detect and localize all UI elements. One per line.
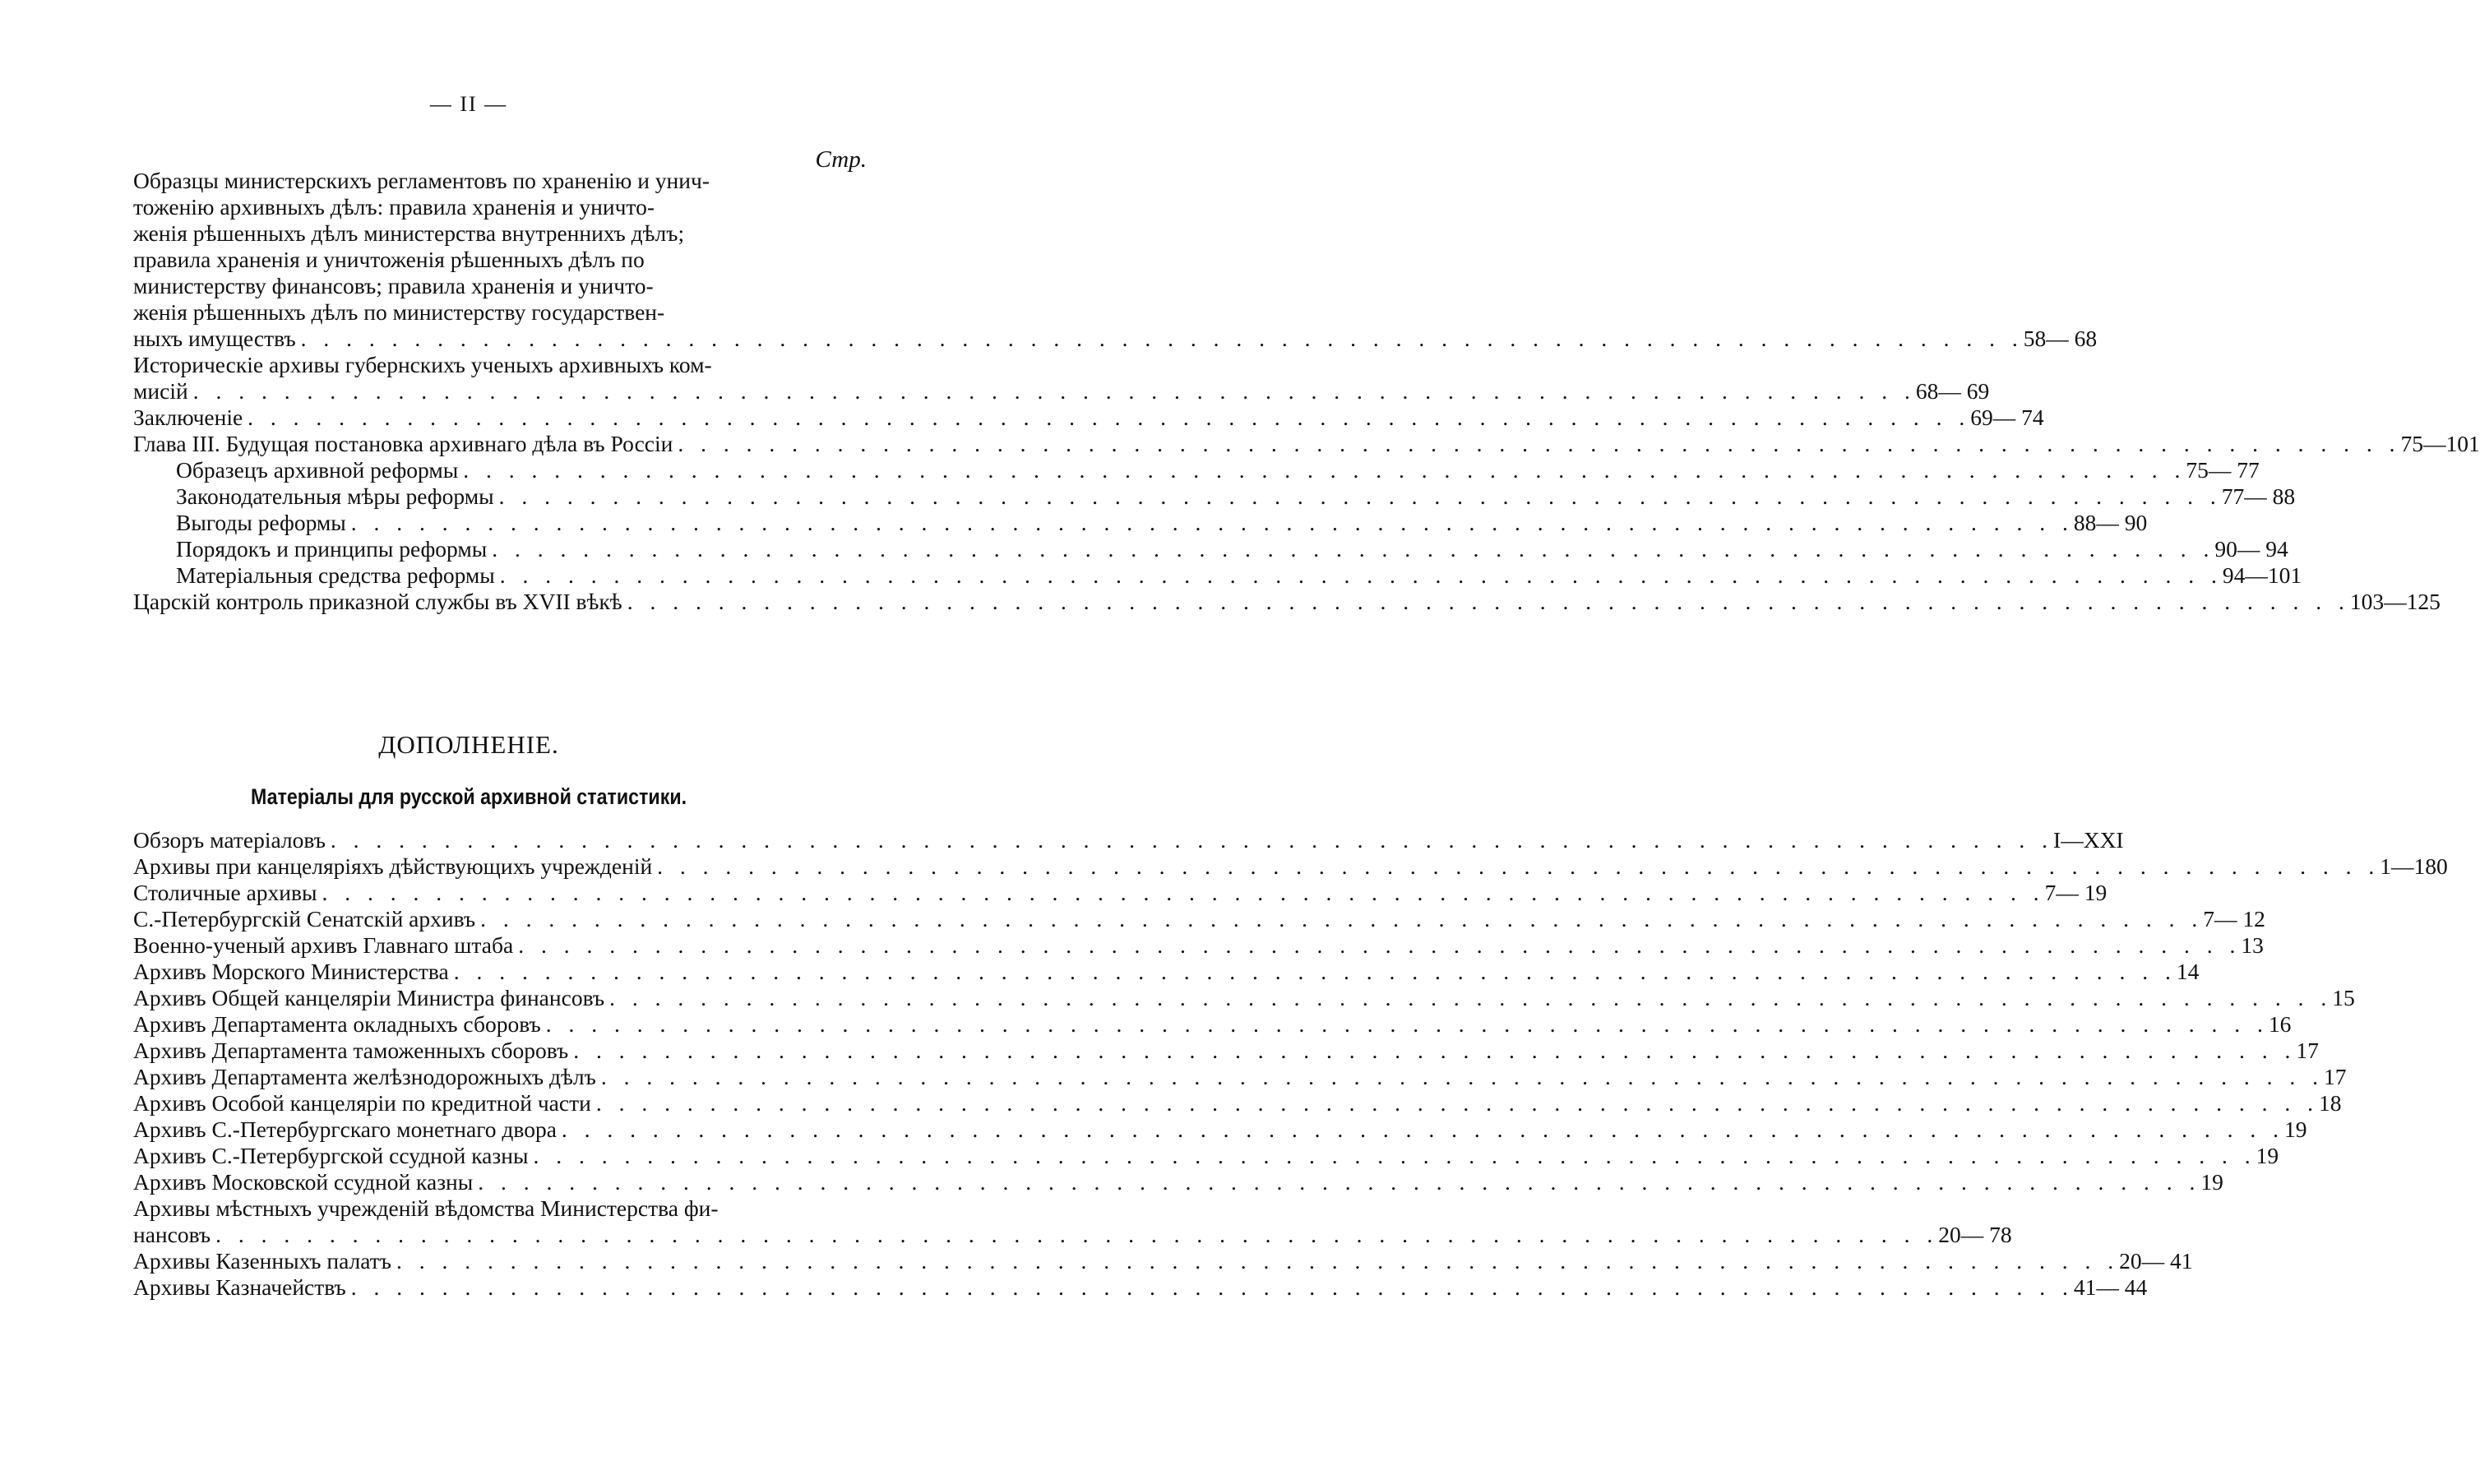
- toc-entry-title: Матеріальныя средства реформы: [176, 562, 495, 588]
- toc-entry-pages: 16: [2268, 1011, 2292, 1037]
- toc-entry-title: Законодательныя мѣры реформы: [176, 483, 494, 509]
- toc-entry-pages: 7— 12: [2203, 906, 2265, 932]
- toc-entry-line: Образцы министерскихъ регламентовъ по храненію и унич-: [133, 168, 710, 193]
- toc-entry-title: Столичные архивы: [133, 880, 317, 905]
- dot-leader: [546, 1011, 2269, 1038]
- supplement-title: ДОПОЛНЕНІЕ.: [378, 730, 559, 759]
- toc-entry: [133, 906, 2265, 932]
- toc-entry-title: Архивъ Морского Министерства: [133, 959, 449, 984]
- toc-entry-pages: 69— 74: [1970, 405, 2044, 430]
- toc-main: [133, 168, 2480, 615]
- toc-entry: [133, 352, 1990, 405]
- toc-entry-title: Выгоды реформы: [176, 510, 346, 535]
- toc-entry-title: Царскій контроль приказной службы въ XVII вѣкѣ: [133, 589, 622, 614]
- dot-leader: [657, 853, 2380, 880]
- toc-entry: [133, 405, 2044, 431]
- toc-entry-pages: 15: [2332, 985, 2355, 1010]
- toc-entry-pages: 75— 77: [2186, 457, 2260, 483]
- page-column-label: Стр.: [815, 146, 867, 173]
- toc-entry: [133, 932, 2264, 959]
- toc-entry-pages: 75—101: [2400, 431, 2480, 456]
- toc-entry: [133, 1195, 2012, 1248]
- toc-entry: [133, 1038, 2319, 1064]
- toc-entry-line: женія рѣшенныхъ дѣлъ министерства внутреннихъ дѣлъ;: [133, 220, 685, 246]
- dot-leader: [573, 1038, 2296, 1064]
- toc-entry: [133, 1064, 2347, 1090]
- dot-leader: [331, 827, 2053, 853]
- toc-entry-pages: 90— 94: [2214, 536, 2288, 562]
- toc-entry: [133, 1116, 2307, 1143]
- toc-entry-title: Архивъ Департамента окладныхъ сборовъ: [133, 1011, 541, 1037]
- dot-leader: [601, 1064, 2324, 1090]
- toc-entry: [133, 510, 2148, 536]
- toc-entry: [133, 431, 2480, 457]
- dot-leader: [609, 985, 2332, 1011]
- toc-entry-title: Порядокъ и принципы реформы: [176, 536, 488, 562]
- dot-leader: [499, 483, 2222, 510]
- toc-entry-pages: I—XXI: [2053, 827, 2124, 853]
- toc-entry: [133, 827, 2124, 853]
- toc-entry-pages: 14: [2176, 959, 2200, 984]
- dot-leader: [351, 1274, 2074, 1301]
- toc-entry-pages: 19: [2256, 1143, 2279, 1168]
- toc-entry-pages: 18: [2318, 1090, 2342, 1116]
- toc-entry-title: мисій: [133, 378, 188, 404]
- toc-entry: [133, 985, 2355, 1011]
- dot-leader: [248, 405, 1970, 431]
- toc-entry-pages: 13: [2241, 932, 2264, 958]
- toc-entry: [133, 1090, 2342, 1116]
- toc-entry-title: С.-Петербургскій Сенатскій архивъ: [133, 906, 476, 932]
- toc-entry-pages: 103—125: [2349, 589, 2441, 614]
- toc-entry-pages: 20— 41: [2119, 1248, 2193, 1274]
- toc-entry-title: Военно-ученый архивъ Главнаго штаба: [133, 932, 514, 958]
- toc-entry: [133, 1169, 2223, 1195]
- toc-entry-pages: 41— 44: [2073, 1274, 2148, 1300]
- toc-entry-title: Заключеніе: [133, 405, 243, 430]
- dot-leader: [301, 326, 2024, 352]
- dot-leader: [492, 536, 2214, 562]
- toc-entry-pages: 88— 90: [2073, 510, 2148, 535]
- toc-entry-title: Архивы при канцеляріяхъ дѣйствующихъ учрежденій: [133, 853, 653, 879]
- dot-leader: [193, 378, 1916, 405]
- dot-leader: [627, 589, 2350, 615]
- toc-entry: [133, 880, 2108, 906]
- toc-entry: [133, 1143, 2279, 1169]
- toc-entry: [133, 168, 2098, 352]
- toc-entry: [133, 457, 2260, 483]
- page-number: — II —: [429, 92, 508, 116]
- toc-entry-pages: 1—180: [2380, 853, 2448, 879]
- toc-entry-line: женія рѣшенныхъ дѣлъ по министерству государствен-: [133, 299, 665, 325]
- toc-entry-title: Архивъ Департамента желѣзнодорожныхъ дѣлъ: [133, 1064, 596, 1089]
- toc-entry-pages: 77— 88: [2221, 483, 2296, 509]
- toc-entry-pages: 68— 69: [1915, 378, 1990, 404]
- toc-entry: [133, 1011, 2292, 1038]
- toc-entry-line: тоженію архивныхъ дѣлъ: правила храненія и уничто-: [133, 194, 655, 220]
- toc-entry-title: Архивъ С.-Петербургскаго монетнаго двора: [133, 1116, 557, 1142]
- toc-entry-title: нансовъ: [133, 1222, 211, 1247]
- toc-entry-title: Архивы Казначействъ: [133, 1274, 346, 1300]
- toc-entry: [133, 1274, 2148, 1301]
- toc-entry-pages: 58— 68: [2023, 326, 2098, 351]
- toc-entry-title: Архивъ Общей канцеляріи Министра финансовъ: [133, 985, 605, 1010]
- dot-leader: [396, 1248, 2119, 1274]
- toc-entry-title: Архивъ Московской ссудной казны: [133, 1169, 474, 1195]
- toc-entry: [133, 562, 2302, 589]
- toc-entry-line: министерству финансовъ; правила храненія и уничто-: [133, 273, 654, 298]
- toc-entry-pages: 17: [2323, 1064, 2347, 1089]
- dot-leader: [562, 1116, 2284, 1143]
- toc-entry: [133, 536, 2288, 562]
- dot-leader: [454, 959, 2177, 985]
- dot-leader: [500, 562, 2223, 589]
- toc-entry-title: Архивъ Особой канцеляріи по кредитной части: [133, 1090, 591, 1116]
- toc-entry-line: Историческіе архивы губернскихъ ученыхъ архивныхъ ком-: [133, 352, 712, 377]
- dot-leader: [480, 906, 2203, 932]
- dot-leader: [215, 1222, 1938, 1248]
- toc-entry-pages: 7— 19: [2044, 880, 2108, 905]
- toc-entry: [133, 1248, 2193, 1274]
- toc-entry-line: правила храненія и уничтоженія рѣшенныхъ дѣлъ по: [133, 247, 645, 272]
- toc-entry: [133, 959, 2200, 985]
- toc-entry-pages: 19: [2284, 1116, 2307, 1142]
- dot-leader: [351, 510, 2074, 536]
- dot-leader: [463, 457, 2186, 483]
- toc-entry-pages: 94—101: [2222, 562, 2302, 588]
- toc-entry-title: Глава III. Будущая постановка архивнаго дѣла въ Россіи: [133, 431, 673, 456]
- toc-entry: [133, 853, 2448, 880]
- toc-entry-title: ныхъ имуществъ: [133, 326, 296, 351]
- toc-entry-line: Архивы мѣстныхъ учрежденій вѣдомства Министерства фи-: [133, 1195, 719, 1221]
- toc-entry: [133, 589, 2441, 615]
- toc-supplement: [133, 827, 2448, 1301]
- toc-entry-pages: 17: [2296, 1038, 2319, 1063]
- toc-entry-title: Обзоръ матеріаловъ: [133, 827, 326, 853]
- toc-entry: [133, 483, 2296, 510]
- supplement-subtitle: Матеріалы для русской архивной статистики.: [250, 784, 687, 809]
- dot-leader: [322, 880, 2044, 906]
- toc-entry-title: Образецъ архивной реформы: [176, 457, 459, 483]
- toc-entry-pages: 19: [2200, 1169, 2223, 1195]
- dot-leader: [678, 431, 2400, 457]
- dot-leader: [596, 1090, 2319, 1116]
- dot-leader: [518, 932, 2241, 959]
- toc-entry-pages: 20— 78: [1938, 1222, 2012, 1247]
- toc-entry-title: Архивы Казенныхъ палатъ: [133, 1248, 391, 1274]
- dot-leader: [533, 1143, 2256, 1169]
- toc-entry-title: Архивъ Департамента таможенныхъ сборовъ: [133, 1038, 569, 1063]
- toc-entry-title: Архивъ С.-Петербургской ссудной казны: [133, 1143, 529, 1168]
- dot-leader: [478, 1169, 2200, 1195]
